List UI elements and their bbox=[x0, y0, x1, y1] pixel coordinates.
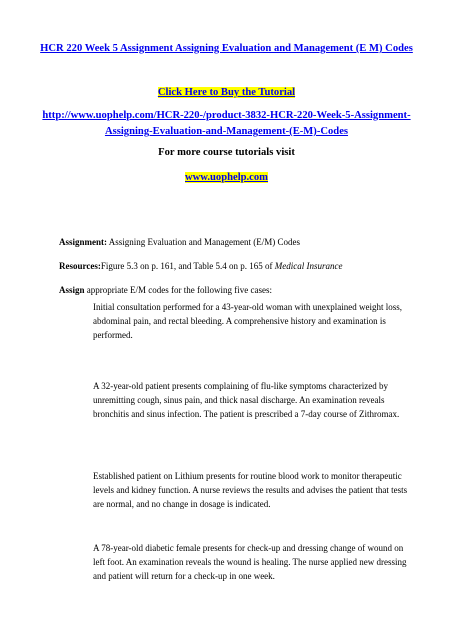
resources-text: Figure 5.3 on p. 161, and Table 5.4 on p. 165 of bbox=[100, 261, 275, 271]
assignment-text: Assigning Evaluation and Management (E/M) Codes bbox=[107, 237, 300, 247]
case-paragraph-4: A 78-year-old diabetic female presents for check-up and dressing change of wound on left foot. An examination reveals the wound is healing. The nurse applied new dressing and patient will return for a check-up in one week. bbox=[93, 543, 407, 582]
resources-line bbox=[59, 260, 343, 272]
case-paragraph-3: Established patient on Lithium presents for routine blood work to monitor therapeutic levels and kidney function. A nurse reviews the results and advises the patient that tests are normal, and no change in dosage is indicated. bbox=[93, 471, 408, 510]
assign-line bbox=[59, 284, 272, 296]
more-tutorials-text: For more course tutorials visit bbox=[158, 147, 295, 158]
assign-label: Assign bbox=[59, 285, 85, 295]
assign-text: appropriate E/M codes for the following five cases: bbox=[84, 285, 272, 295]
site-url-link[interactable]: www.uophelp.com bbox=[185, 172, 268, 183]
page-title[interactable]: HCR 220 Week 5 Assignment Assigning Evaluation and Management (E M) Codes bbox=[40, 43, 413, 54]
case-paragraph-1: Initial consultation performed for a 43-year-old woman with unexplained weight loss, abdominal pain, and rectal bleeding. A comprehensive history and examination is performed. bbox=[93, 302, 402, 341]
buy-link-container bbox=[0, 86, 453, 100]
case-paragraph-2: A 32-year-old patient presents complaining of flu-like symptoms characterized by unremitting cough, sinus pain, and thick nasal discharge. An examination reveals bronchitis and sinus infection. The patient is prescribed a 7-day course of Zithromax. bbox=[93, 381, 400, 420]
resources-label: Resources: bbox=[59, 261, 101, 271]
product-url-link[interactable]: http://www.uophelp.com/HCR-220-/product-3832-HCR-220-Week-5-Assignment-Assigning-Evaluation-and-Management-(E-M)-Codes bbox=[42, 110, 411, 137]
assignment-line bbox=[59, 236, 300, 248]
buy-tutorial-link[interactable]: Click Here to Buy the Tutorial bbox=[157, 87, 296, 98]
site-link-container bbox=[0, 171, 453, 185]
resources-book: Medical Insurance bbox=[274, 261, 343, 271]
assignment-label: Assignment: bbox=[59, 237, 108, 247]
